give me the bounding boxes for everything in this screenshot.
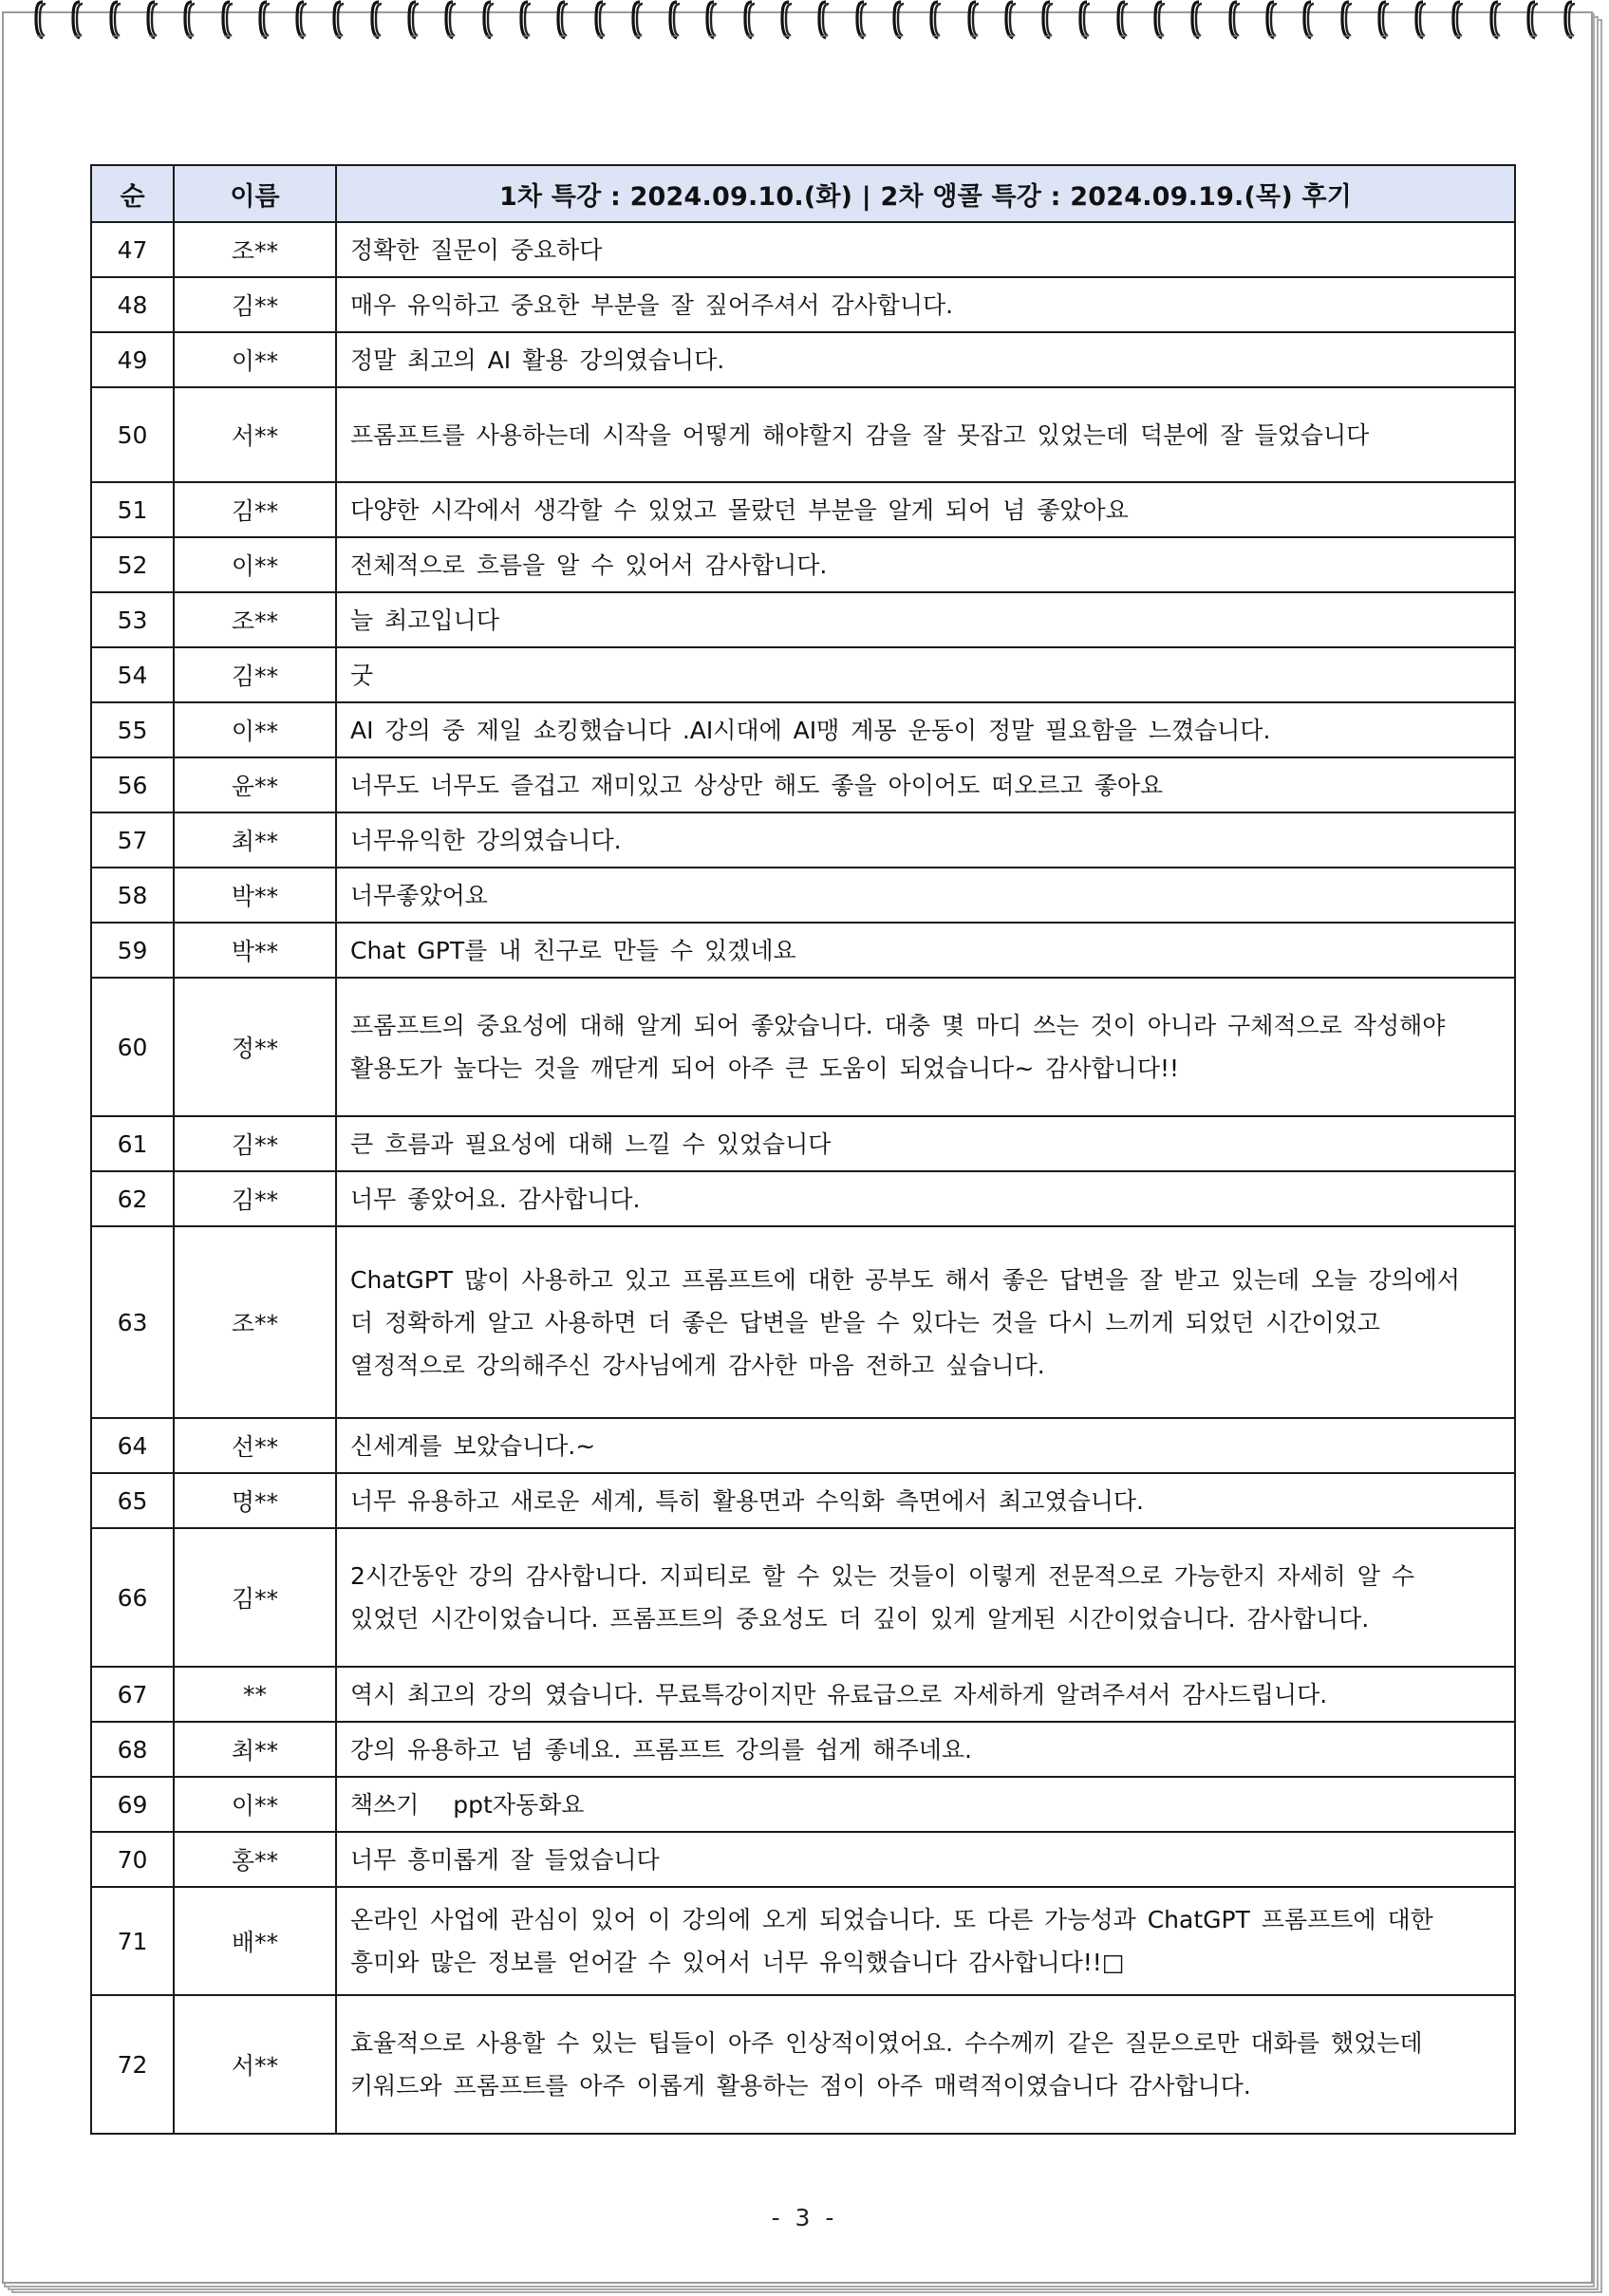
row-number: 69 [91, 1777, 174, 1832]
review-text-line: 효율적으로 사용할 수 있는 팁들이 아주 인상적이였어요. 수수께끼 같은 질문으로만 대화를 했었는데 [350, 2029, 1423, 2057]
table-row [91, 277, 1515, 332]
review-text [336, 1418, 1515, 1473]
spiral-ring-icon [482, 0, 496, 40]
review-text-line: 너무 좋았어요. 감사합니다. [350, 1185, 641, 1213]
reviewer-name: 배** [174, 1887, 336, 1995]
spiral-ring-icon [1340, 0, 1354, 40]
review-text [336, 592, 1515, 647]
review-text [336, 1116, 1515, 1171]
review-text-line: 역시 최고의 강의 였습니다. 무료특강이지만 유료급으로 자세하게 알려주셔서 감사드립니다. [350, 1680, 1328, 1708]
review-text-line: 정말 최고의 AI 활용 강의였습니다. [350, 345, 725, 374]
review-text [336, 1473, 1515, 1528]
spiral-ring-icon [332, 0, 346, 40]
review-text [336, 647, 1515, 702]
reviewer-name: 김** [174, 1528, 336, 1667]
review-text [336, 277, 1515, 332]
row-number: 71 [91, 1887, 174, 1995]
row-number: 56 [91, 757, 174, 812]
table-row [91, 1226, 1515, 1418]
review-text-line: 2시간동안 강의 감사합니다. 지피티로 할 수 있는 것들이 이렇게 전문적으로 가능한지 자세히 알 수 [350, 1562, 1415, 1590]
spiral-ring-icon [1190, 0, 1204, 40]
spiral-ring-icon [892, 0, 906, 40]
page-number: - 3 - [771, 2204, 838, 2231]
table-row [91, 222, 1515, 277]
table-row [91, 757, 1515, 812]
spiral-ring-icon [668, 0, 682, 40]
review-table [90, 164, 1516, 2135]
reviewer-name: 정** [174, 978, 336, 1116]
review-text [336, 1777, 1515, 1832]
row-number: 53 [91, 592, 174, 647]
reviewer-name: 최** [174, 812, 336, 868]
spiral-ring-icon [1563, 0, 1577, 40]
review-text-line: 너무 유용하고 새로운 세계, 특히 활용면과 수익화 측면에서 최고였습니다. [350, 1486, 1144, 1515]
spiral-ring-icon [1265, 0, 1279, 40]
row-number: 48 [91, 277, 174, 332]
column-header-title: 1차 특강 : 2024.09.10.(화) | 2차 앵콜 특강 : 2024.09.19.(목) 후기 [336, 165, 1515, 222]
spiral-ring-icon [594, 0, 608, 40]
table-row [91, 1116, 1515, 1171]
reviewer-name: 이** [174, 702, 336, 757]
review-text-line: 키워드와 프롬프트를 아주 이롭게 활용하는 점이 아주 매력적이였습니다 감사합니다. [350, 2072, 1251, 2100]
spiral-ring-icon [109, 0, 122, 40]
table-row [91, 482, 1515, 537]
reviewer-name: 김** [174, 1171, 336, 1226]
table-row [91, 332, 1515, 387]
spiral-ring-icon [34, 0, 47, 40]
table-row [91, 923, 1515, 978]
row-number: 49 [91, 332, 174, 387]
review-text [336, 1528, 1515, 1667]
spiral-ring-icon [71, 0, 84, 40]
table-row [91, 702, 1515, 757]
review-text-line: ChatGPT 많이 사용하고 있고 프롬프트에 대한 공부도 해서 좋은 답변을 잘 받고 있는데 오늘 강의에서 [350, 1265, 1460, 1294]
spiral-ring-icon [705, 0, 719, 40]
review-text [336, 1995, 1515, 2134]
review-text-line: 너무좋았어요 [350, 881, 488, 909]
reviewer-name: 윤** [174, 757, 336, 812]
review-text [336, 222, 1515, 277]
reviewer-name: 박** [174, 868, 336, 923]
reviewer-name: 명** [174, 1473, 336, 1528]
spiral-ring-icon [1116, 0, 1130, 40]
table-row [91, 1722, 1515, 1777]
column-header-no: 순 [91, 165, 174, 222]
review-text-line: 흥미와 많은 정보를 얻어갈 수 있어서 너무 유익했습니다 감사합니다!!□ [350, 1949, 1125, 1976]
row-number: 63 [91, 1226, 174, 1418]
row-number: 61 [91, 1116, 174, 1171]
spiral-ring-icon [1489, 0, 1503, 40]
spiral-ring-icon [444, 0, 458, 40]
spiral-ring-icon [1414, 0, 1428, 40]
reviewer-name: 선** [174, 1418, 336, 1473]
row-number: 50 [91, 387, 174, 482]
reviewer-name: 조** [174, 222, 336, 277]
spiral-ring-icon [1078, 0, 1092, 40]
reviewer-name: ** [174, 1667, 336, 1722]
table-row [91, 1171, 1515, 1226]
reviewer-name: 김** [174, 647, 336, 702]
review-text [336, 482, 1515, 537]
reviewer-name: 이** [174, 1777, 336, 1832]
review-text-line: 정확한 질문이 중요하다 [350, 235, 603, 264]
row-number: 62 [91, 1171, 174, 1226]
review-text-line: Chat GPT를 내 친구로 만들 수 있겠네요 [350, 936, 796, 964]
table-row [91, 1667, 1515, 1722]
reviewer-name: 홍** [174, 1832, 336, 1887]
table-row [91, 868, 1515, 923]
spiral-ring-icon [929, 0, 943, 40]
review-text-line: 굿 [350, 661, 374, 689]
spiral-ring-icon [855, 0, 869, 40]
row-number: 57 [91, 812, 174, 868]
review-text-line: 너무유익한 강의였습니다. [350, 826, 622, 854]
table-row [91, 1832, 1515, 1887]
table-row [91, 812, 1515, 868]
spiral-ring-icon [967, 0, 981, 40]
row-number: 72 [91, 1995, 174, 2134]
review-text-line: 신세계를 보았습니다.~ [350, 1431, 596, 1460]
row-number: 68 [91, 1722, 174, 1777]
row-number: 58 [91, 868, 174, 923]
reviewer-name: 김** [174, 1116, 336, 1171]
review-text-line: 책쓰기 ppt자동화요 [350, 1790, 585, 1819]
spiral-ring-icon [1526, 0, 1540, 40]
row-number: 70 [91, 1832, 174, 1887]
spiral-ring-icon [258, 0, 271, 40]
reviewer-name: 서** [174, 387, 336, 482]
review-text-line: 더 정확하게 알고 사용하면 더 좋은 답변을 받을 수 있다는 것을 다시 느끼게 되었던 시간이었고 [350, 1308, 1380, 1336]
spiral-ring-icon [370, 0, 384, 40]
table-row [91, 1418, 1515, 1473]
row-number: 47 [91, 222, 174, 277]
spiral-ring-icon [183, 0, 196, 40]
reviewer-name: 김** [174, 482, 336, 537]
spiral-ring-icon [1153, 0, 1167, 40]
reviewer-name: 조** [174, 592, 336, 647]
table-row [91, 387, 1515, 482]
review-text [336, 1722, 1515, 1777]
table-row [91, 592, 1515, 647]
review-text-line: 열정적으로 강의해주신 강사님에게 감사한 마음 전하고 싶습니다. [350, 1351, 1045, 1379]
review-text [336, 978, 1515, 1116]
review-text-line: 프롬프트를 사용하는데 시작을 어떻게 해야할지 감을 잘 못잡고 있었는데 덕분에 잘 들었습니다 [350, 420, 1370, 449]
row-number: 60 [91, 978, 174, 1116]
spiral-ring-icon [221, 0, 234, 40]
spiral-ring-icon [146, 0, 159, 40]
spiral-ring-icon [1228, 0, 1242, 40]
review-text-line: 매우 유익하고 중요한 부분을 잘 짚어주셔서 감사합니다. [350, 290, 954, 319]
row-number: 65 [91, 1473, 174, 1528]
row-number: 51 [91, 482, 174, 537]
review-text-line: 있었던 시간이었습니다. 프롬프트의 중요성도 더 깊이 있게 알게된 시간이었습니다. 감사합니다. [350, 1605, 1370, 1633]
row-number: 67 [91, 1667, 174, 1722]
spiral-ring-icon [1004, 0, 1018, 40]
table-row [91, 1777, 1515, 1832]
spiral-ring-icon [1451, 0, 1465, 40]
row-number: 66 [91, 1528, 174, 1667]
reviewer-name: 김** [174, 277, 336, 332]
spiral-ring-icon [407, 0, 421, 40]
review-text [336, 1832, 1515, 1887]
table-row [91, 1995, 1515, 2134]
review-text-line: 늘 최고입니다 [350, 606, 499, 634]
reviewer-name: 이** [174, 537, 336, 592]
table-row [91, 537, 1515, 592]
reviewer-name: 이** [174, 332, 336, 387]
review-text [336, 923, 1515, 978]
review-text [336, 702, 1515, 757]
review-text [336, 1667, 1515, 1722]
reviewer-name: 서** [174, 1995, 336, 2134]
spiral-ring-icon [1377, 0, 1391, 40]
table-row [91, 647, 1515, 702]
review-text-line: 너무도 너무도 즐겁고 재미있고 상상만 해도 좋을 아이어도 떠오르고 좋아요 [350, 771, 1164, 799]
table-row [91, 1473, 1515, 1528]
review-text [336, 757, 1515, 812]
review-text-line: 온라인 사업에 관심이 있어 이 강의에 오게 되었습니다. 또 다른 가능성과 ChatGPT 프롬프트에 대한 [350, 1906, 1433, 1933]
reviewer-name: 조** [174, 1226, 336, 1418]
review-text-line: 활용도가 높다는 것을 깨닫게 되어 아주 큰 도움이 되었습니다~ 감사합니다!! [350, 1055, 1180, 1082]
review-text [336, 812, 1515, 868]
review-text [336, 537, 1515, 592]
review-text-line: 너무 흥미롭게 잘 들었습니다 [350, 1845, 660, 1874]
table-row [91, 1887, 1515, 1995]
row-number: 52 [91, 537, 174, 592]
reviewer-name: 최** [174, 1722, 336, 1777]
spiral-ring-icon [780, 0, 794, 40]
spiral-ring-icon [817, 0, 831, 40]
spiral-ring-icon [295, 0, 309, 40]
review-text [336, 1887, 1515, 1995]
review-text-line: 전체적으로 흐름을 알 수 있어서 감사합니다. [350, 551, 828, 579]
spiral-ring-icon [1041, 0, 1055, 40]
spiral-ring-icon [1302, 0, 1316, 40]
spiral-ring-icon [631, 0, 645, 40]
row-number: 55 [91, 702, 174, 757]
spiral-binding [0, 0, 1609, 43]
column-header-name: 이름 [174, 165, 336, 222]
spiral-ring-icon [556, 0, 570, 40]
review-text [336, 1171, 1515, 1226]
review-text [336, 387, 1515, 482]
table-header-row [91, 165, 1515, 222]
review-text-line: 다양한 시각에서 생각할 수 있었고 몰랐던 부분을 알게 되어 넘 좋았아요 [350, 495, 1129, 524]
row-number: 59 [91, 923, 174, 978]
table-row [91, 978, 1515, 1116]
review-text-line: 프롬프트의 중요성에 대해 알게 되어 좋았습니다. 대충 몇 마디 쓰는 것이 아니라 구체적으로 작성해야 [350, 1012, 1446, 1039]
spiral-ring-icon [519, 0, 533, 40]
review-text [336, 332, 1515, 387]
spiral-ring-icon [743, 0, 757, 40]
row-number: 64 [91, 1418, 174, 1473]
reviewer-name: 박** [174, 923, 336, 978]
review-text [336, 868, 1515, 923]
review-text [336, 1226, 1515, 1418]
review-text-line: 큰 흐름과 필요성에 대해 느낄 수 있었습니다 [350, 1129, 832, 1158]
review-text-line: 강의 유용하고 넘 좋네요. 프롬프트 강의를 쉽게 해주네요. [350, 1735, 972, 1764]
table-row [91, 1528, 1515, 1667]
row-number: 54 [91, 647, 174, 702]
review-text-line: AI 강의 중 제일 쇼킹했습니다 .AI시대에 AI맹 계몽 운동이 정말 필요함을 느꼈습니다. [350, 716, 1271, 744]
